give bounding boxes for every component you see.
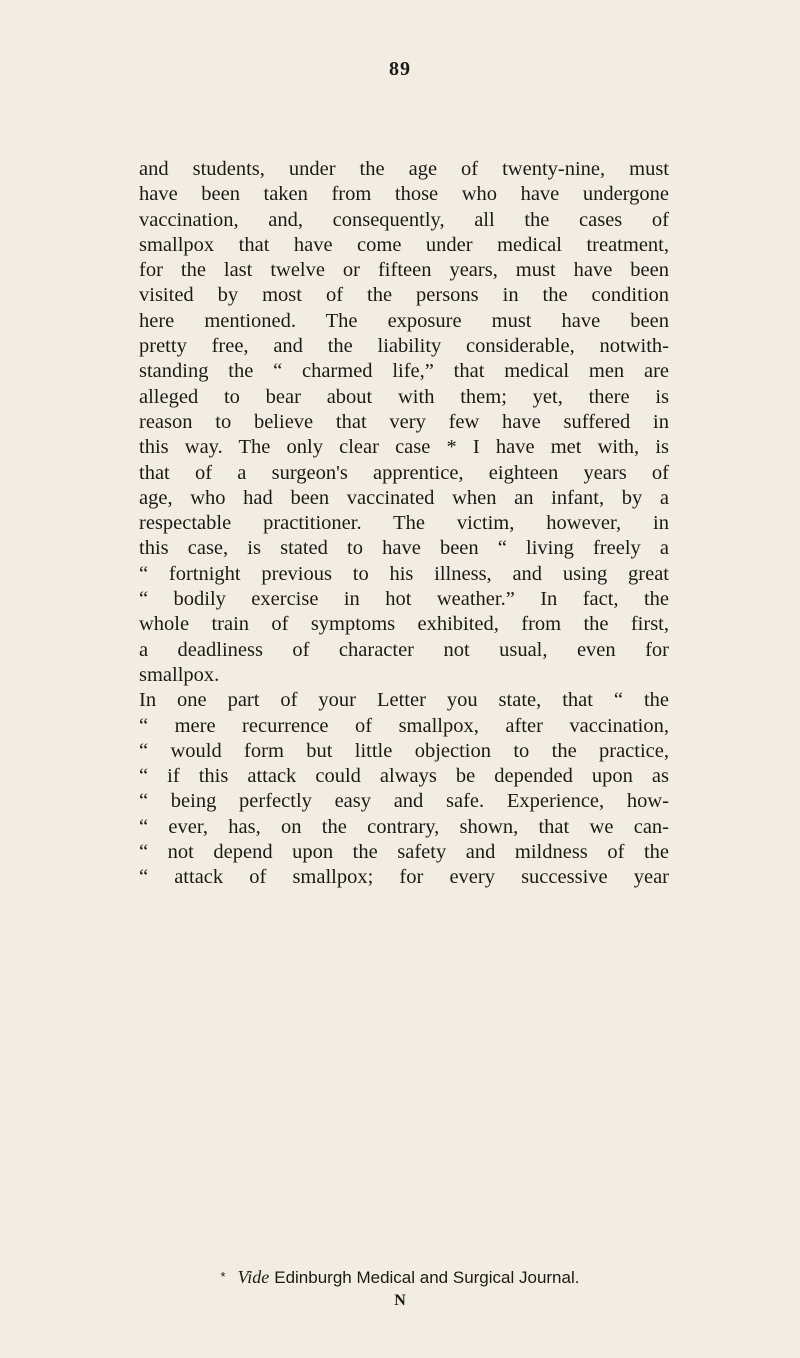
footnote-marker: * <box>220 1269 226 1284</box>
body-text <box>139 157 669 891</box>
text-line: this case, is stated to have been “ living freely a <box>139 537 669 560</box>
text-line: smallpox. <box>139 663 220 686</box>
footnote-text: Edinburgh Medical and Surgical Journal. <box>274 1268 580 1287</box>
text-line: “ mere recurrence of smallpox, after vaccination, <box>139 714 669 737</box>
text-line: smallpox that have come under medical treatment, <box>139 233 669 256</box>
text-line: have been taken from those who have undergone <box>139 183 669 206</box>
text-line: “ fortnight previous to his illness, and using great <box>139 562 669 585</box>
text-line: “ ever, has, on the contrary, shown, that we can- <box>139 815 669 838</box>
text-line: pretty free, and the liability considerable, notwith- <box>139 335 669 358</box>
page-number: 89 <box>389 58 411 80</box>
text-line: In one part of your Letter you state, that “ the <box>139 689 669 712</box>
footnote <box>0 1267 800 1288</box>
text-line: for the last twelve or fifteen years, must have been <box>139 259 669 282</box>
text-line: age, who had been vaccinated when an infant, by a <box>139 486 669 509</box>
text-line: “ not depend upon the safety and mildness of the <box>139 841 669 864</box>
text-line: and students, under the age of twenty-nine, must <box>139 158 669 180</box>
signature-mark: N <box>394 1292 406 1309</box>
footnote-vide: Vide <box>237 1267 270 1287</box>
text-line: this way. The only clear case * I have met with, is <box>139 436 669 459</box>
text-line: standing the “ charmed life,” that medical men are <box>139 360 669 383</box>
text-line: here mentioned. The exposure must have been <box>139 309 669 332</box>
text-line: “ bodily exercise in hot weather.” In fact, the <box>139 588 669 611</box>
text-line: that of a surgeon's apprentice, eighteen years of <box>139 461 669 484</box>
text-line: “ attack of smallpox; for every successive year <box>139 866 669 889</box>
text-line: respectable practitioner. The victim, however, in <box>139 512 669 535</box>
text-line: reason to believe that very few have suffered in <box>139 410 669 433</box>
text-line: “ would form but little objection to the practice, <box>139 739 669 762</box>
text-line: “ being perfectly easy and safe. Experience, how- <box>139 790 669 813</box>
text-line: whole train of symptoms exhibited, from the first, <box>139 613 669 636</box>
text-line: “ if this attack could always be depended upon as <box>139 765 669 788</box>
text-line: alleged to bear about with them; yet, there is <box>139 385 669 408</box>
text-line: a deadliness of character not usual, even for <box>139 638 669 661</box>
text-line: vaccination, and, consequently, all the cases of <box>139 208 669 231</box>
text-line: visited by most of the persons in the condition <box>139 284 669 307</box>
